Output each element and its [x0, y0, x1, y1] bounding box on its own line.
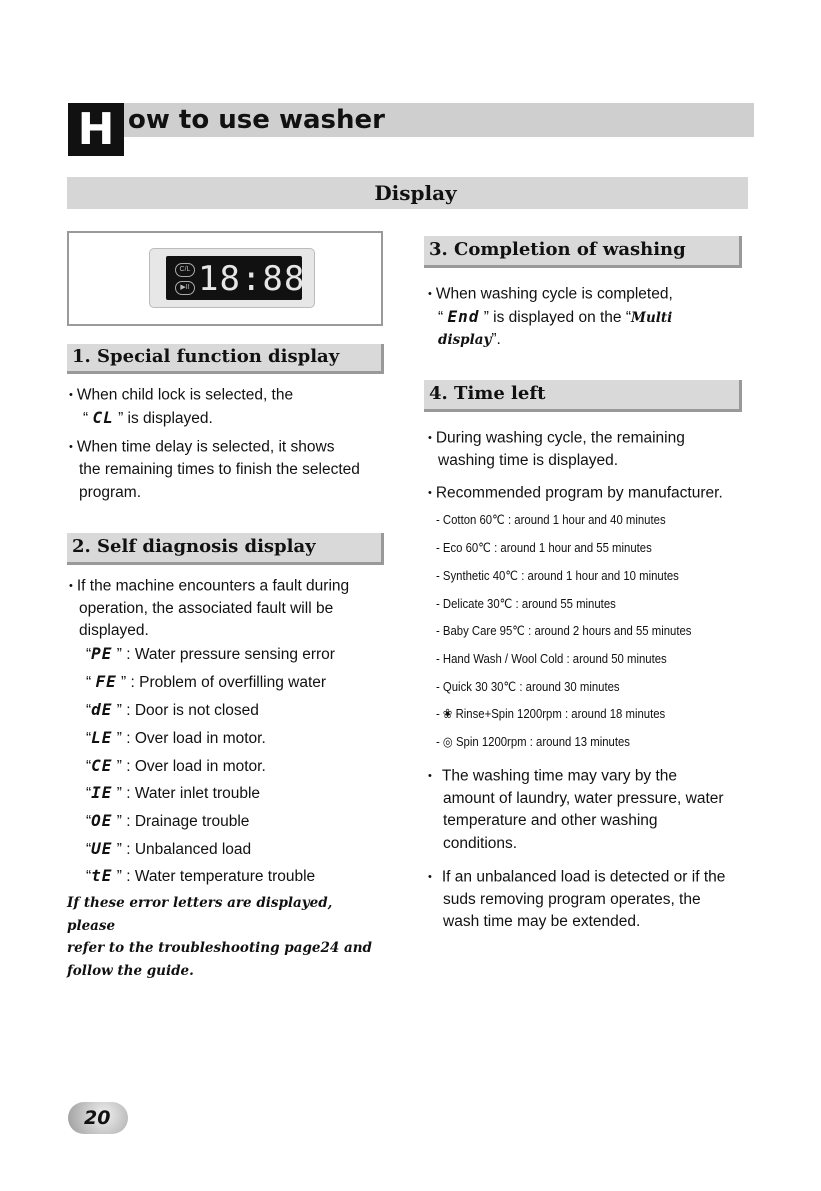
- program-item: - Synthetic 40℃ : around 1 hour and 10 minutes: [436, 568, 679, 583]
- error-desc: ” : Water inlet trouble: [116, 785, 261, 802]
- text-line: suds removing program operates, the: [443, 890, 701, 908]
- program-item: - Delicate 30℃ : around 55 minutes: [436, 596, 616, 611]
- text-line: amount of laundry, water pressure, water: [443, 789, 724, 807]
- completion-text: • When washing cycle is completed, “ End ” is displayed on the “Multi display”.: [428, 285, 673, 349]
- text-line: operation, the associated fault will be: [79, 599, 334, 617]
- title-initial: H: [68, 103, 124, 156]
- page-number: 20: [84, 1107, 111, 1129]
- error-row: “tE ” : Water temperature trouble: [86, 866, 316, 885]
- text-line: conditions.: [443, 834, 518, 852]
- error-code: tE: [91, 866, 113, 885]
- text-line: If an unbalanced load is detected or if the: [441, 868, 726, 886]
- bullet-icon: •: [428, 770, 432, 782]
- page-title: ow to use washer: [128, 105, 385, 135]
- bullet-icon: •: [69, 580, 73, 592]
- program-item: - Quick 30 30℃ : around 30 minutes: [436, 679, 620, 694]
- time-vary-note: [428, 765, 758, 855]
- heading-self-diagnosis: 2. Self diagnosis display: [67, 533, 384, 565]
- note-line: follow the guide.: [67, 962, 194, 979]
- special-function-text: [69, 384, 389, 504]
- text-line: During washing cycle, the remaining: [435, 429, 685, 447]
- text-line: the remaining times to finish the selected: [79, 461, 360, 479]
- text-line: The washing time may vary by the: [441, 767, 678, 785]
- unbalanced-note: [428, 866, 758, 934]
- code-cl: CL: [92, 407, 114, 427]
- text-line: If the machine encounters a fault during: [76, 577, 350, 595]
- quote: “: [83, 409, 89, 427]
- text-line: When time delay is selected, it shows: [76, 438, 335, 456]
- error-desc: ” : Water temperature trouble: [116, 868, 316, 885]
- bullet-icon: •: [428, 871, 432, 883]
- text-line: wash time may be extended.: [443, 913, 641, 931]
- error-code: FE: [95, 672, 117, 691]
- error-code: UE: [91, 839, 113, 858]
- error-row: “ FE ” : Problem of overfilling water: [86, 672, 327, 691]
- error-row: “UE ” : Unbalanced load: [86, 839, 252, 858]
- program-item: - Hand Wash / Wool Cold : around 50 minutes: [436, 651, 667, 666]
- text-line: displayed.: [79, 622, 149, 640]
- troubleshooting-note: [67, 892, 377, 982]
- time-left-text: [428, 427, 758, 505]
- heading-special-function: 1. Special function display: [67, 344, 384, 374]
- program-item: - Baby Care 95℃ : around 2 hours and 55 minutes: [436, 623, 692, 638]
- error-row: “LE ” : Over load in motor.: [86, 728, 266, 747]
- error-row: “PE ” : Water pressure sensing error: [86, 644, 335, 663]
- error-desc: ” : Water pressure sensing error: [116, 646, 335, 663]
- text-line: ” is displayed.: [118, 409, 213, 427]
- error-row: “OE ” : Drainage trouble: [86, 811, 250, 830]
- text-line: washing time is displayed.: [438, 451, 619, 469]
- program-item: - Eco 60℃ : around 1 hour and 55 minutes: [436, 540, 652, 555]
- text-line: When washing cycle is completed,: [435, 285, 673, 303]
- program-item: - ❀ Rinse+Spin 1200rpm : around 18 minutes: [436, 706, 666, 721]
- error-desc: ” : Door is not closed: [116, 702, 259, 719]
- note-line: If these error letters are displayed, please: [67, 895, 333, 934]
- error-code: PE: [91, 644, 113, 663]
- error-desc: ” : Problem of overfilling water: [121, 674, 327, 691]
- bullet-icon: •: [69, 441, 73, 454]
- error-row: “CE ” : Over load in motor.: [86, 756, 266, 775]
- heading-time-left: 4. Time left: [424, 380, 742, 412]
- heading-completion: 3. Completion of washing: [424, 236, 742, 268]
- program-item: - ◎ Spin 1200rpm : around 13 minutes: [436, 734, 630, 749]
- start-pause-icon: ▶II: [175, 281, 195, 295]
- error-desc: ” : Unbalanced load: [116, 841, 252, 858]
- note-line: refer to the troubleshooting page24 and: [67, 940, 372, 956]
- error-code: OE: [91, 811, 113, 830]
- child-lock-icon: C/L: [175, 263, 195, 277]
- section-title-display: Display: [374, 181, 457, 205]
- text-line: temperature and other washing: [443, 812, 658, 830]
- error-row: “IE ” : Water inlet trouble: [86, 783, 261, 802]
- error-row: “dE ” : Door is not closed: [86, 700, 259, 719]
- error-code: LE: [91, 728, 113, 747]
- text-line: program.: [79, 483, 142, 501]
- error-desc: ” : Drainage trouble: [116, 813, 250, 830]
- bullet-icon: •: [428, 487, 432, 500]
- text-line: When child lock is selected, the: [76, 386, 294, 404]
- bullet-icon: •: [428, 288, 432, 300]
- error-desc: ” : Over load in motor.: [116, 730, 266, 747]
- error-desc: ” : Over load in motor.: [116, 758, 266, 775]
- text-line: ” is displayed on the “: [483, 308, 632, 326]
- error-code: dE: [91, 700, 113, 719]
- error-code: CE: [91, 756, 113, 775]
- self-diagnosis-intro: [69, 575, 389, 643]
- text-italic: Multi: [631, 309, 673, 326]
- text-line: ”.: [491, 331, 501, 349]
- bullet-icon: •: [428, 432, 432, 444]
- display-digits: 18:88: [198, 259, 306, 299]
- bullet-icon: •: [69, 389, 73, 401]
- text-line: Recommended program by manufacturer.: [435, 484, 723, 502]
- code-end: End: [447, 306, 480, 326]
- text-italic: display: [438, 332, 492, 349]
- error-code: IE: [91, 783, 113, 802]
- program-item: - Cotton 60℃ : around 1 hour and 40 minutes: [436, 512, 666, 527]
